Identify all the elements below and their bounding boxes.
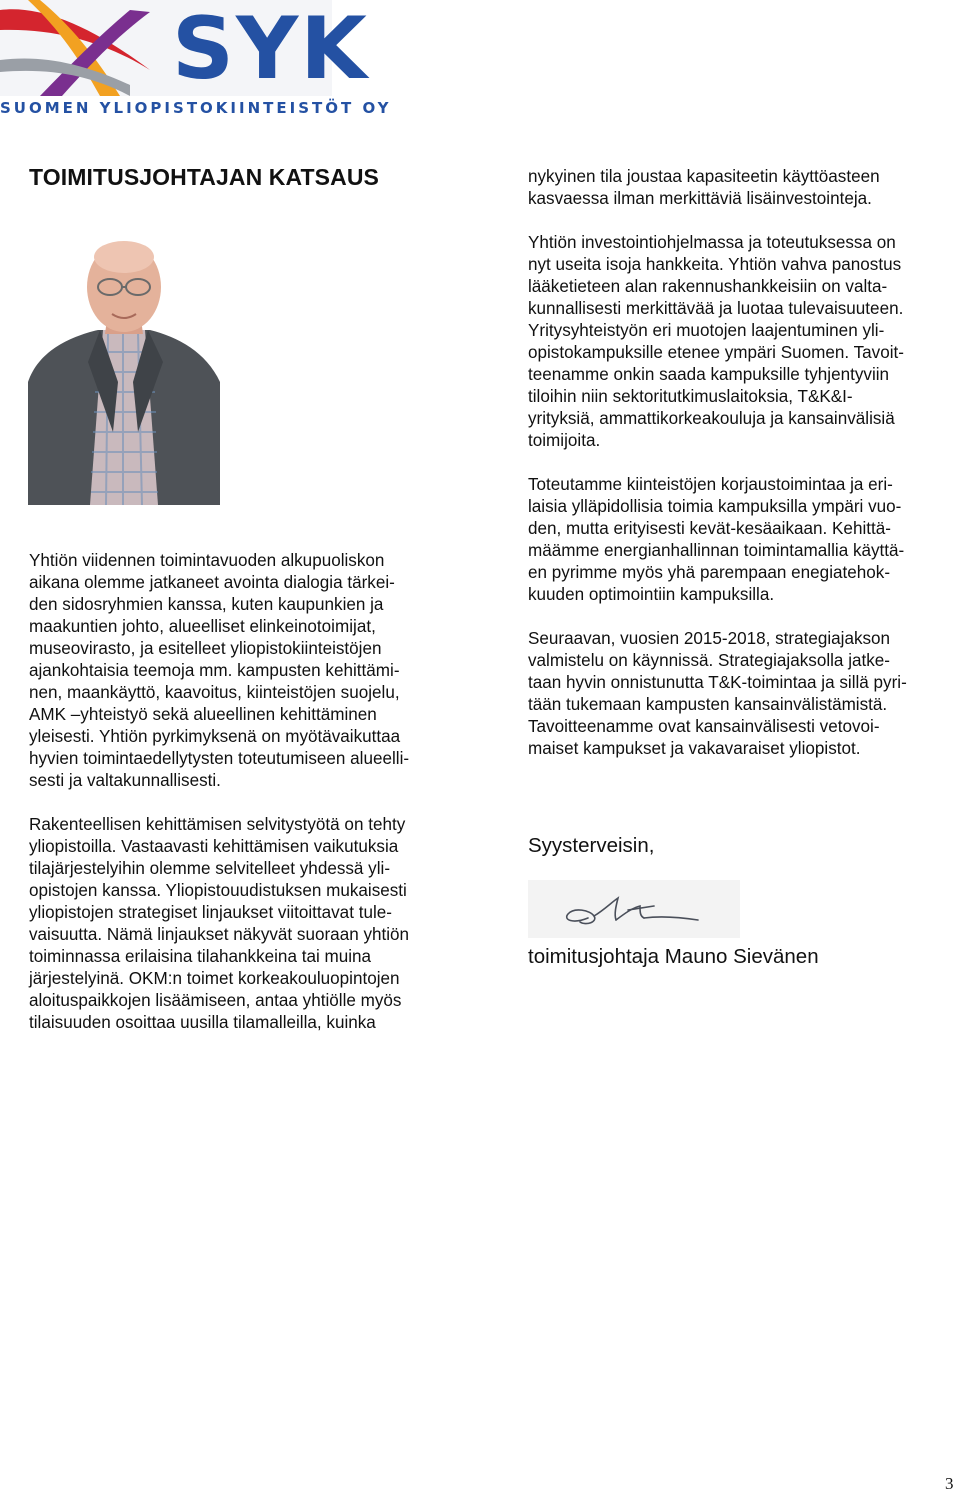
text-line: yliopistojen strategiset linjaukset viitoittavat tule-: [29, 903, 392, 922]
text-line: valmistelu on käynnissä. Strategiajaksolla jatke-: [528, 651, 890, 670]
text-line: tään tukemaan kampusten kansainvälistämistä.: [528, 695, 888, 714]
text-line: opistojen kanssa. Yliopistouudistuksen mukaisesti: [29, 881, 407, 900]
text-line: opistokampuksille etenee ympäri Suomen. Tavoit-: [528, 343, 904, 362]
text-line: maakuntien johto, alueelliset elinkeinotoimijat,: [29, 617, 376, 636]
text-line: kuuden optimointiin kampuksilla.: [528, 585, 775, 604]
text-line: den sidosryhmien kanssa, kuten kaupunkien ja: [29, 595, 384, 614]
text-line: tiloihin niin sektoritutkimuslaitoksia, T&K&I-: [528, 387, 853, 406]
text-line: vaisuutta. Nämä linjaukset näkyvät suoraan yhtiön: [29, 925, 410, 944]
text-line: yliopistoilla. Vastaavasti kehittämisen vaikutuksia: [29, 837, 399, 856]
page-number: 3: [945, 1474, 954, 1493]
text-line: tilaisuuden osoittaa uusilla tilamalleilla, kuinka: [29, 1013, 376, 1032]
text-line: yleisesti. Yhtiön pyrkimyksenä on myötävaikuttaa: [29, 727, 401, 746]
text-line: yrityksiä, ammattikorkeakouluja ja kansainvälisiä: [528, 409, 895, 428]
logo-wordmark: SYK: [172, 0, 369, 99]
text-line: teenamme onkin saada kampuksille tyhjentyviin: [528, 365, 890, 384]
text-line: aloituspaikkojen lisäämiseen, antaa yhtiölle myös: [29, 991, 402, 1010]
text-line: AMK –yhteistyö sekä alueellinen kehittäminen: [29, 705, 377, 724]
left-column-text: [29, 550, 469, 1056]
text-line: nyt useita isoja hankkeita. Yhtiön vahva panostus: [528, 255, 902, 274]
text-line: Yhtiön viidennen toimintavuoden alkupuoliskon: [29, 551, 385, 570]
text-line: Tavoitteenamme ovat kansainvälisesti vetovoi-: [528, 717, 880, 736]
text-line: hyvien toimintaedellytysten toteutumiseen alueelli-: [29, 749, 410, 768]
closing-greeting: Syysterveisin,: [528, 834, 655, 857]
text-line: museovirasto, ja esitelleet yliopistokiinteistöjen: [29, 639, 382, 658]
paragraph: [528, 232, 953, 452]
text-line: nen, maankäyttö, kaavoitus, kiinteistöjen suojelu,: [29, 683, 400, 702]
text-line: Rakenteellisen kehittämisen selvitystyötä on tehty: [29, 815, 406, 834]
text-line: taan hyvin onnistunutta T&K-toimintaa ja sillä pyri-: [528, 673, 907, 692]
text-line: määmme energianhallinnan toimintamallia käyttä-: [528, 541, 905, 560]
text-line: Yhtiön investointiohjelmassa ja toteutuksessa on: [528, 233, 896, 252]
text-line: ajankohtaisia teemoja mm. kampusten kehittämi-: [29, 661, 400, 680]
paragraph: [29, 550, 469, 792]
company-logo: [0, 0, 392, 120]
text-line: kasvaessa ilman merkittäviä lisäinvestointeja.: [528, 189, 872, 208]
paragraph: [528, 628, 953, 760]
text-line: tilajärjestelyihin olemme selvitelleet yhdessä yli-: [29, 859, 391, 878]
text-line: sesti ja valtakunnallisesti.: [29, 771, 221, 790]
right-column-text: [528, 166, 953, 782]
text-line: lääketieteen alan rakennushankkeisiin on valta-: [528, 277, 888, 296]
text-line: toimijoita.: [528, 431, 601, 450]
signer-name: toimitusjohtaja Mauno Sievänen: [528, 945, 819, 968]
text-line: den, mutta erityisesti kevät-kesäaikaan. Kehittä-: [528, 519, 891, 538]
text-line: aikana olemme jatkaneet avointa dialogia tärkei-: [29, 573, 395, 592]
handwritten-signature: [528, 880, 740, 938]
page-title: TOIMITUSJOHTAJAN KATSAUS: [29, 164, 379, 190]
text-line: nykyinen tila joustaa kapasiteetin käyttöasteen: [528, 167, 880, 186]
paragraph: [528, 474, 953, 606]
text-line: en pyrimme myös yhä parempaan enegiatehok-: [528, 563, 891, 582]
text-line: laisia ylläpidollisia toimia kampuksilla ympäri vuo-: [528, 497, 902, 516]
text-line: Seuraavan, vuosien 2015-2018, strategiajakson: [528, 629, 891, 648]
logo-tagline: SUOMEN YLIOPISTOKIINTEISTÖT OY: [0, 99, 392, 117]
text-line: maiset kampukset ja vakavaraiset yliopistot.: [528, 739, 861, 758]
text-line: järjestelyinä. OKM:n toimet korkeakouluopintojen: [29, 969, 400, 988]
ceo-portrait-photo: [28, 232, 220, 505]
paragraph: [528, 166, 953, 210]
text-line: toiminnassa erilaisina tilahankkeina tai muina: [29, 947, 372, 966]
text-line: kunnallisesti merkittävää ja luotaa tulevaisuuteen.: [528, 299, 904, 318]
text-line: Yritysyhteistyön eri muotojen laajentuminen yli-: [528, 321, 885, 340]
paragraph: [29, 814, 469, 1034]
text-line: Toteutamme kiinteistöjen korjaustoimintaa ja eri-: [528, 475, 893, 494]
logo-graphic: [0, 0, 369, 99]
